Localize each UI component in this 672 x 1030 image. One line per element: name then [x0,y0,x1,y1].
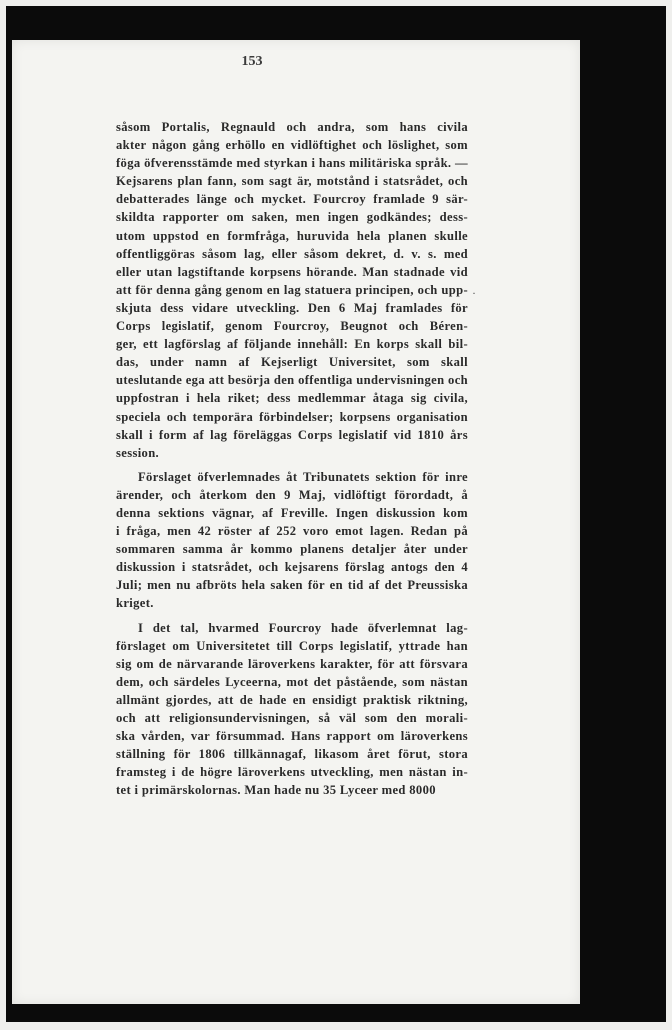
paragraph-container [116,118,468,799]
text-line: uteslutande ega att besörja den offentliga undervisningen och [116,373,468,388]
text-line: allmänt gjordes, att de hade en ensidigt praktisk riktning, [116,692,468,707]
text-line: ger, ett lagförslag af följande innehåll: En korps skall bil- [116,337,468,352]
text-line: Corps legislatif, genom Fourcroy, Beugnot och Béren- [116,319,468,334]
text-line: ska vården, var försummad. Hans rapport om läroverkens [116,729,468,744]
text-line: framsteg i de högre läroverkens utveckling, men nästan in- [116,765,468,780]
text-line: ställning för 1806 tillkännagaf, likasom året förut, stora [116,747,468,762]
text-line: förslaget om Universitetet till Corps legislatif, yttrade han [116,638,468,653]
text-line: akter någon gång erhöllo en vidlöftighet och löslighet, som [116,138,468,153]
text-line: att för denna gång genom en lag statuera principen, och upp- [116,282,468,297]
text-line: dem, och särdeles Lyceerna, mot det påstående, som nästan [116,674,468,689]
text-line: debatterades länge och mycket. Fourcroy framlade 9 sär- [116,192,468,207]
margin-speck: · [472,286,476,300]
text-line: sig om de närvarande läroverkens karakter, för att försvara [116,656,468,671]
paragraph [116,468,468,613]
text-line: ärender, och återkom den 9 Maj, vidlöftigt förordadt, å [116,487,468,502]
paragraph [116,118,468,462]
text-line: skildta rapporter om saken, men ingen godkändes; dess- [116,210,468,225]
text-line: såsom Portalis, Regnauld och andra, som hans civila [116,120,468,134]
text-line: sommaren samma år kommo planens detaljer åter under [116,542,468,557]
text-line: Kejsarens plan fann, som sagt är, motstånd i statsrådet, och [116,174,468,189]
text-line: speciela och temporära förbindelser; korpsens organisation [116,409,468,424]
paragraph [116,619,468,800]
text-line: och att religionsundervisningen, så väl som den morali- [116,711,468,725]
text-line: denna sektions vägnar, af Freville. Ingen diskussion kom [116,505,468,520]
text-line: eller utan lagstiftande korpsens hörande. Man stadnade vid [116,264,468,279]
text-line: Förslaget öfverlemnades åt Tribunatets sektion för inre [138,469,468,484]
text-line: skall i form af lag föreläggas Corps legislatif vid 1810 års [116,427,468,442]
text-line: offentliggöras såsom lag, eller såsom dekret, d. v. s. med [116,246,468,261]
text-line: kriget. [116,596,154,611]
text-line: tet i primärskolornas. Man hade nu 35 Lyceer med 8000 [116,783,436,798]
body-text [116,118,468,799]
text-line: Juli; men nu afbröts hela saken för en tid af det Preussiska [116,578,468,593]
text-line: das, under namn af Kejserligt Universitet, som skall [116,355,468,370]
text-line: diskussion i statsrådet, och kejsarens förslag antogs den 4 [116,560,468,575]
text-line: utom uppstod en formfråga, huruvida hela planen skulle [116,228,468,243]
text-line: uppfostran i hela riket; dess medlemmar åtaga sig civila, [116,391,468,406]
text-line: I det tal, hvarmed Fourcroy hade öfverlemnat lag- [138,620,468,635]
text-line: föga öfverensstämde med styrkan i hans militäriska språk. — [116,156,468,171]
text-line: session. [116,445,160,460]
page-number: 153 [241,54,263,69]
text-line: i fråga, men 42 röster af 252 voro emot lagen. Redan på [116,524,468,539]
text-line: skjuta dess vidare utveckling. Den 6 Maj framlades för [116,300,468,315]
